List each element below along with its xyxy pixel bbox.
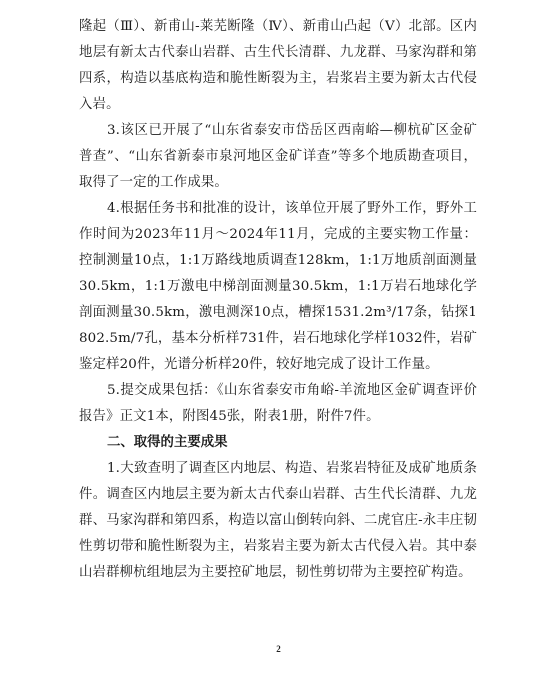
paragraph-continuation: 隆起（Ⅲ）、新甫山-莱芜断隆（Ⅳ）、新甫山凸起（Ⅴ）北部。区内地层有新太古代泰山岩群、古生代长清群、九龙群、马家沟群和第四系，构造以基底构造和脆性断裂为主，岩浆岩主要为新太古代侵入岩。: [79, 19, 477, 112]
paragraph-item-5: 5.提交成果包括：《山东省泰安市角峪-羊流地区金矿调查评价报告》正文1本，附图45张，附表1册，附件7件。: [79, 383, 477, 424]
document-body: [79, 14, 477, 586]
paragraph-result-1: 1.大致查明了调查区内地层、构造、岩浆岩特征及成矿地质条件。调查区内地层主要为新太古代泰山岩群、古生代长清群、九龙群、马家沟群和第四系，构造以富山倒转向斜、二虎官庄-永丰庄韧性剪切带和脆性断裂为主，岩浆岩主要为新太古代侵入岩。其中泰山岩群柳杭组地层为主要控矿地层，韧性剪切带为主要控矿构造。: [79, 461, 477, 580]
paragraph-item-4: 4.根据任务书和批准的设计，该单位开展了野外工作，野外工作时间为2023年11月～2024年11月，完成的主要实物工作量：控制测量10点，1:1万路线地质调查128km，1:1万地质剖面测量30.5km，1:1万激电中梯剖面测量30.5km，1:1万岩石地球化学剖面测量30.5km，激电测深10点，槽探1531.2m³/17条，钻探1802.5m/7孔，基本分析样731件，岩石地球化学样1032件，岩矿鉴定样20件，光谱分析样20件，较好地完成了设计工作量。: [79, 201, 477, 372]
paragraph-item-3: 3.该区已开展了“山东省泰安市岱岳区西南峪—柳杭矿区金矿普查”、“山东省新泰市泉河地区金矿详查”等多个地质勘查项目，取得了一定的工作成果。: [79, 123, 477, 190]
section-heading: 二、取得的主要成果: [107, 435, 228, 450]
page-number: 2: [276, 644, 281, 654]
